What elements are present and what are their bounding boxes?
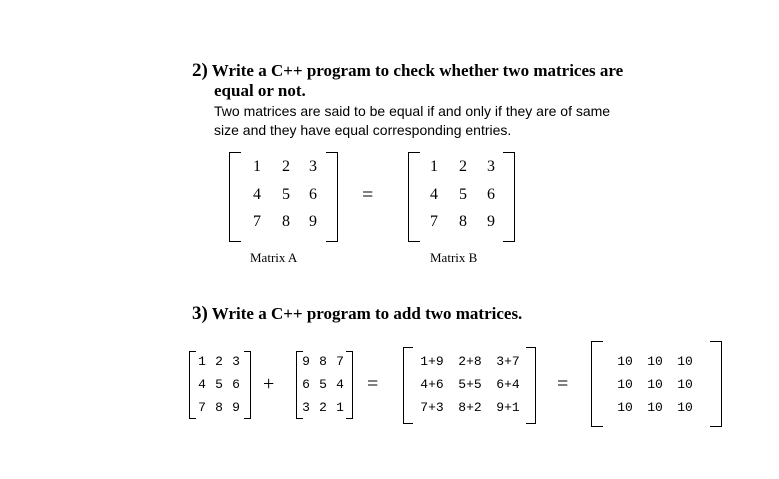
result-left-bracket	[591, 341, 603, 427]
add-matrix-2-cell: 2	[319, 400, 327, 415]
sum-expression-cell: 9+1	[496, 400, 520, 415]
matrix-a-cell: 5	[282, 186, 290, 203]
matrix-b-cell: 6	[487, 186, 495, 203]
sum-expression-cell: 4+6	[420, 377, 444, 392]
q3-heading	[192, 303, 522, 325]
sum-expression-cell: 7+3	[420, 400, 444, 415]
add-matrix-2-cell: 3	[302, 400, 310, 415]
sum-expression-left-bracket	[403, 347, 413, 424]
q2-title-line1: Write a C++ program to check whether two matrices are	[211, 61, 624, 80]
matrix-a-cell: 2	[282, 158, 290, 175]
matrix-b-cell: 1	[430, 158, 438, 175]
add-matrix-1-left-bracket	[189, 351, 196, 419]
add-matrix-1-cell: 5	[215, 377, 223, 392]
add-matrix-2-cell: 7	[336, 354, 344, 369]
add-matrix-2-cell: 4	[336, 377, 344, 392]
add-matrix-2-cell: 9	[302, 354, 310, 369]
add-matrix-1-cell: 7	[198, 400, 206, 415]
sum-expression-cell: 3+7	[496, 354, 520, 369]
result-cell: 10	[677, 354, 693, 369]
add-matrix-1-cell: 3	[232, 354, 240, 369]
sum-expression-cell: 5+5	[458, 377, 482, 392]
matrix-b-cell: 8	[459, 213, 467, 230]
add-matrix-2-cell: 1	[336, 400, 344, 415]
add-matrix-2-cell: 6	[302, 377, 310, 392]
result-cell: 10	[677, 377, 693, 392]
matrix-a-cell: 8	[282, 213, 290, 230]
matrix-b-cell: 2	[459, 158, 467, 175]
matrix-b-cell: 9	[487, 213, 495, 230]
matrix-a-cell: 9	[309, 213, 317, 230]
add-matrix-2-cell: 8	[319, 354, 327, 369]
sum-expression-cell: 6+4	[496, 377, 520, 392]
sum-expression-cell: 1+9	[420, 354, 444, 369]
add-matrix-1-cell: 2	[215, 354, 223, 369]
result-cell: 10	[677, 400, 693, 415]
matrix-b-cell: 3	[487, 158, 495, 175]
add-matrix-1-cell: 8	[215, 400, 223, 415]
matrix-b-cell: 5	[459, 186, 467, 203]
q2-heading	[192, 60, 623, 82]
q2-description-line2: size and they have equal corresponding entries.	[214, 122, 512, 138]
result-cell: 10	[617, 377, 633, 392]
result-cell: 10	[617, 354, 633, 369]
q2-equals-sign: =	[362, 184, 374, 206]
result-cell: 10	[647, 354, 663, 369]
matrix-a-right-bracket	[326, 152, 338, 242]
add-matrix-1-right-bracket	[244, 351, 251, 419]
sum-expression-right-bracket	[526, 347, 536, 424]
q2-description-line1: Two matrices are said to be equal if and only if they are of same	[214, 103, 611, 119]
add-matrix-2-cell: 5	[319, 377, 327, 392]
sum-expression-cell: 2+8	[458, 354, 482, 369]
matrix-a-cell: 4	[253, 186, 261, 203]
add-matrix-1-cell: 4	[198, 377, 206, 392]
matrix-b-right-bracket	[503, 152, 515, 242]
plus-sign: +	[263, 373, 275, 395]
q2-title-line2: equal or not.	[214, 81, 306, 100]
q2-number: 2)	[192, 60, 208, 81]
add-matrix-1-cell: 9	[232, 400, 240, 415]
matrix-a-cell: 6	[309, 186, 317, 203]
matrix-a-cell: 3	[309, 158, 317, 175]
matrix-a-left-bracket	[229, 152, 241, 242]
q3-title: Write a C++ program to add two matrices.	[211, 304, 523, 323]
result-cell: 10	[647, 377, 663, 392]
add-matrix-1-cell: 6	[232, 377, 240, 392]
sum-expression-cell: 8+2	[458, 400, 482, 415]
matrix-b-cell: 4	[430, 186, 438, 203]
matrix-a-caption: Matrix A	[250, 250, 298, 265]
result-right-bracket	[710, 341, 722, 427]
add-matrix-2-right-bracket	[346, 351, 353, 419]
equals-sign-1: =	[367, 373, 379, 395]
equals-sign-2: =	[557, 373, 569, 395]
result-cell: 10	[647, 400, 663, 415]
matrix-a-cell: 7	[253, 213, 261, 230]
matrix-a-cell: 1	[253, 158, 261, 175]
q3-number: 3)	[192, 303, 208, 324]
add-matrix-1-cell: 1	[198, 354, 206, 369]
result-cell: 10	[617, 400, 633, 415]
matrix-b-cell: 7	[430, 213, 438, 230]
matrix-b-caption: Matrix B	[430, 250, 478, 265]
matrix-b-left-bracket	[408, 152, 420, 242]
